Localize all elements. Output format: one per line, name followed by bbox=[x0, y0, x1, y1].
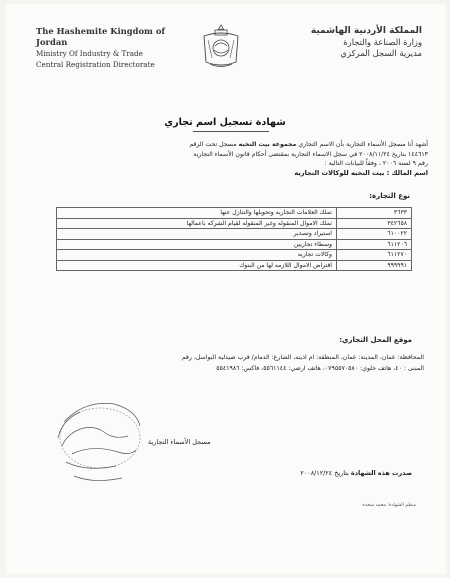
body-line-2: ١٤٤٦١٣ بتاريخ ٢٠٠٨/١١/٢٤ في سجل الاسماء التجارية بمقتضى أحكام قانون الأسماء التجارية bbox=[193, 150, 428, 158]
activities-heading: نوع التجارة: bbox=[369, 192, 410, 200]
location-heading: موقع المحل التجاري: bbox=[339, 336, 412, 344]
address-line-1: المحافظة: عمان، المدينة: عمان، المنطقة: ام اذينه، الشارع: الدمام/ قرب صيدلية البواسل، رقم bbox=[181, 354, 424, 361]
header-english bbox=[36, 26, 196, 70]
issued-label: صدرت هذه الشهادة bbox=[350, 469, 412, 477]
certificate-organizer: منظم الشهادة: محمد شحدة bbox=[362, 503, 416, 508]
activities-table bbox=[56, 207, 412, 271]
activity-description: استيراد وتصدير bbox=[57, 229, 337, 240]
header-en-kingdom: The Hashemite Kingdom of Jordan bbox=[36, 26, 166, 47]
title-underline bbox=[193, 131, 269, 132]
header-ar-kingdom: المملكة الأردنية الهاشمية bbox=[310, 26, 422, 36]
header-en-directorate: Central Registration Directorate bbox=[36, 60, 155, 69]
location-address bbox=[38, 353, 424, 374]
owner-line bbox=[42, 169, 428, 179]
activity-description: تملك الاموال المنقوله وغير المنقوله لقيام الشركه باعمالها bbox=[57, 218, 337, 229]
issued-line bbox=[300, 469, 412, 477]
activity-description: اقتراض الاموال اللازمه لها من البنوك bbox=[57, 260, 337, 271]
certificate-body bbox=[42, 140, 428, 178]
trade-name: مجموعة بيت النخبه bbox=[238, 141, 297, 148]
coat-of-arms-icon bbox=[200, 22, 242, 70]
activity-row bbox=[57, 229, 412, 240]
activity-row bbox=[57, 250, 412, 261]
activity-description: وسطاء تجاريين bbox=[57, 239, 337, 250]
header-en-ministry: Ministry Of Industry & Trade bbox=[36, 49, 143, 58]
activity-row bbox=[57, 260, 412, 271]
activity-code: ٦١١٢٠٦ bbox=[337, 239, 412, 250]
issued-date: بتاريخ ٢٠٠٨/١٢/٢٤ bbox=[300, 469, 349, 477]
activity-row bbox=[57, 218, 412, 229]
activity-row bbox=[57, 208, 412, 219]
activity-code: ٦١١٢٧٠ bbox=[337, 250, 412, 261]
activity-code: ٩٩٩٩٩١ bbox=[337, 260, 412, 271]
body-line-1: أشهد أنا مسجل الأسماء التجارية بأن الاسم التجاري مجموعة بيت النخبه مسجل تحت الرقم bbox=[189, 141, 428, 148]
header-arabic bbox=[272, 26, 422, 59]
certificate-title: شهادة تسجيل اسم تجاري bbox=[164, 117, 286, 128]
owner-label: اسم المالك : bbox=[386, 168, 428, 177]
activity-code: ٦١٠٠٢٢ bbox=[337, 229, 412, 240]
activity-description: تملك العلامات التجاريه وتحويلها والتنازل عنها bbox=[57, 208, 337, 219]
header-ar-ministry: وزارة الصناعة والتجارة bbox=[343, 37, 422, 47]
address-line-2: المبنى : ٤٠، هاتف خلوي: ٠٧٩٥٥٧٠٥٨٠، هاتف ارضي: ٥٥٦١١٤٤، فاكس: ٥٥٤١٩٨٦ bbox=[216, 364, 424, 372]
stamp-registrar-text: مسجل الأسماء التجارية bbox=[148, 438, 211, 446]
activity-code: ٣٦٣٣ bbox=[337, 208, 412, 219]
activity-code: ٣٤٢٦٥٨ bbox=[337, 218, 412, 229]
owner-value: بيت النخبه للوكالات التجاريه bbox=[294, 168, 385, 177]
body-line-3: رقم ٩ لسنة ٢٠٠٦ ، وفقاً للبيانات التالية : bbox=[324, 160, 428, 168]
header-ar-directorate: مديرية السجل المركزي bbox=[340, 48, 422, 58]
activity-description: وكالات تجاريه bbox=[57, 250, 337, 261]
activity-row bbox=[57, 239, 412, 250]
registrar-stamp-signature bbox=[44, 392, 211, 492]
